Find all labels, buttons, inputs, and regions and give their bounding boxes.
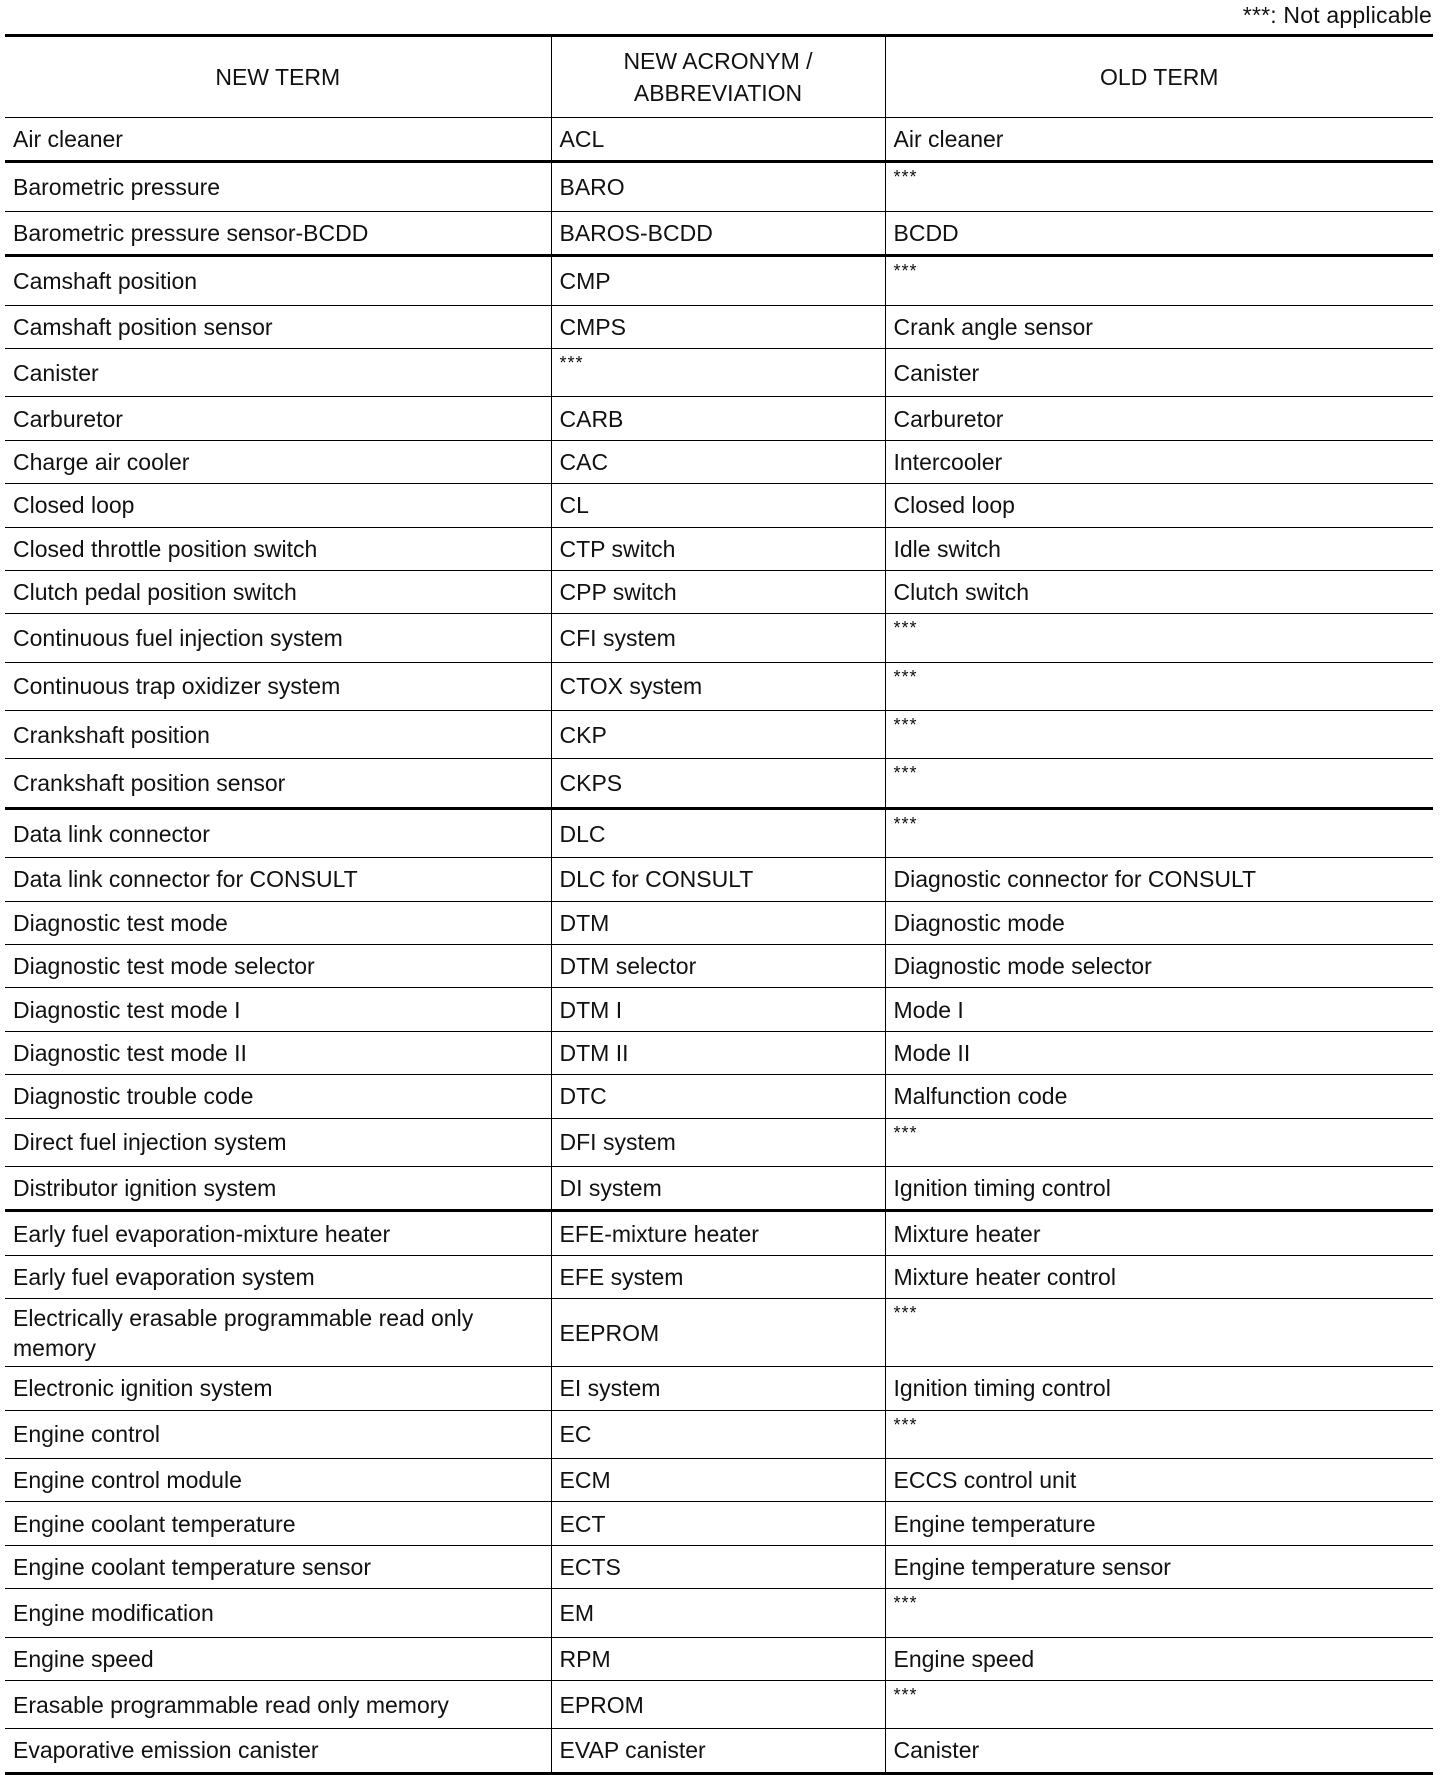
acronym-cell: ECTS xyxy=(551,1545,885,1588)
acronym-cell: CMPS xyxy=(551,305,885,348)
old-term-cell: *** xyxy=(885,614,1433,662)
old-term-cell: *** xyxy=(885,1410,1433,1458)
new-term-cell: Crankshaft position xyxy=(5,711,551,759)
header-new-acronym-line1: NEW ACRONYM / xyxy=(623,48,813,74)
acronym-cell: ACL xyxy=(551,118,885,162)
old-term-cell: Engine temperature xyxy=(885,1502,1433,1545)
acronym-cell: *** xyxy=(551,348,885,396)
old-term-cell: Mixture heater control xyxy=(885,1255,1433,1298)
new-term-cell: Engine modification xyxy=(5,1589,551,1637)
table-row xyxy=(5,118,1433,162)
acronym-cell: EFE-mixture heater xyxy=(551,1211,885,1255)
new-term-cell: Closed throttle position switch xyxy=(5,527,551,570)
new-term-cell: Clutch pedal position switch xyxy=(5,570,551,613)
table-row xyxy=(5,945,1433,988)
table-row xyxy=(5,162,1433,211)
new-term-cell: Electrically erasable programmable read only memory xyxy=(5,1299,551,1367)
acronym-cell: CFI system xyxy=(551,614,885,662)
acronym-cell: CL xyxy=(551,484,885,527)
new-term-cell: Diagnostic test mode selector xyxy=(5,945,551,988)
new-term-cell: Distributor ignition system xyxy=(5,1166,551,1210)
table-row xyxy=(5,256,1433,305)
acronym-cell: CAC xyxy=(551,440,885,483)
new-term-cell: Diagnostic test mode I xyxy=(5,988,551,1031)
table-row xyxy=(5,711,1433,759)
old-term-cell: Canister xyxy=(885,348,1433,396)
new-term-cell: Camshaft position sensor xyxy=(5,305,551,348)
acronym-cell: DFI system xyxy=(551,1118,885,1166)
new-term-cell: Engine control xyxy=(5,1410,551,1458)
table-row xyxy=(5,1299,1433,1367)
table-row xyxy=(5,1255,1433,1298)
table-row xyxy=(5,1075,1433,1118)
table-row xyxy=(5,1729,1433,1773)
acronym-cell: DLC xyxy=(551,808,885,857)
old-term-cell: Mode I xyxy=(885,988,1433,1031)
old-term-cell: *** xyxy=(885,1299,1433,1367)
table-row xyxy=(5,1118,1433,1166)
old-term-cell: Crank angle sensor xyxy=(885,305,1433,348)
old-term-cell: Canister xyxy=(885,1729,1433,1773)
old-term-cell: Ignition timing control xyxy=(885,1166,1433,1210)
table-row xyxy=(5,440,1433,483)
new-term-cell: Diagnostic trouble code xyxy=(5,1075,551,1118)
new-term-cell: Closed loop xyxy=(5,484,551,527)
new-term-cell: Carburetor xyxy=(5,397,551,440)
new-term-cell: Early fuel evaporation-mixture heater xyxy=(5,1211,551,1255)
new-term-cell: Direct fuel injection system xyxy=(5,1118,551,1166)
acronym-cell: DTM selector xyxy=(551,945,885,988)
acronym-cell: CTP switch xyxy=(551,527,885,570)
old-term-cell: Air cleaner xyxy=(885,118,1433,162)
acronym-cell: RPM xyxy=(551,1637,885,1680)
new-term-cell: Canister xyxy=(5,348,551,396)
old-term-cell: Intercooler xyxy=(885,440,1433,483)
acronym-cell: EC xyxy=(551,1410,885,1458)
acronym-cell: ECM xyxy=(551,1458,885,1501)
header-new-acronym-line2: ABBREVIATION xyxy=(633,80,803,106)
acronym-cell: EFE system xyxy=(551,1255,885,1298)
acronym-cell: DLC for CONSULT xyxy=(551,858,885,901)
old-term-cell: Clutch switch xyxy=(885,570,1433,613)
old-term-cell: Diagnostic mode selector xyxy=(885,945,1433,988)
new-term-cell: Evaporative emission canister xyxy=(13,1737,319,1764)
table-row xyxy=(5,484,1433,527)
acronym-cell: DTM I xyxy=(551,988,885,1031)
table-row xyxy=(5,1031,1433,1074)
acronym-cell: EVAP canister xyxy=(551,1729,885,1773)
header-old-term: OLD TERM xyxy=(885,36,1433,118)
table-row xyxy=(5,1458,1433,1501)
acronym-cell: DTM xyxy=(551,901,885,944)
terminology-table xyxy=(5,34,1433,1775)
table-row xyxy=(5,527,1433,570)
new-term-cell: Erasable programmable read only memory xyxy=(5,1680,551,1728)
table-row xyxy=(5,662,1433,710)
old-term-cell: Carburetor xyxy=(885,397,1433,440)
old-term-cell: *** xyxy=(885,711,1433,759)
new-term-cell: Engine coolant temperature xyxy=(5,1502,551,1545)
acronym-cell: CARB xyxy=(551,397,885,440)
acronym-cell: BARO xyxy=(551,162,885,211)
acronym-cell: ECT xyxy=(551,1502,885,1545)
old-term-cell: *** xyxy=(885,1118,1433,1166)
table-row xyxy=(5,1166,1433,1210)
table-row xyxy=(5,901,1433,944)
new-term-cell: Diagnostic test mode II xyxy=(5,1031,551,1074)
table-row xyxy=(5,614,1433,662)
old-term-cell: *** xyxy=(885,162,1433,211)
terminology-table-container xyxy=(5,34,1433,1775)
acronym-cell: CKP xyxy=(551,711,885,759)
not-applicable-note: ***: Not applicable xyxy=(1242,2,1432,28)
old-term-cell: Mode II xyxy=(885,1031,1433,1074)
new-term-cell: Crankshaft position sensor xyxy=(5,759,551,808)
table-row xyxy=(5,1211,1433,1255)
table-row xyxy=(5,1637,1433,1680)
acronym-cell: BAROS-BCDD xyxy=(551,211,885,255)
acronym-cell: EM xyxy=(551,1589,885,1637)
new-term-cell: Data link connector for CONSULT xyxy=(5,858,551,901)
table-row xyxy=(5,1545,1433,1588)
acronym-cell: CKPS xyxy=(551,759,885,808)
new-term-cell: Barometric pressure xyxy=(5,162,551,211)
table-row xyxy=(5,1410,1433,1458)
acronym-cell: EEPROM xyxy=(551,1299,885,1367)
acronym-cell: CTOX system xyxy=(551,662,885,710)
new-term-cell: Electronic ignition system xyxy=(5,1367,551,1410)
table-row xyxy=(5,305,1433,348)
new-term-cell: Engine speed xyxy=(5,1637,551,1680)
acronym-cell: EPROM xyxy=(551,1680,885,1728)
table-row xyxy=(5,988,1433,1031)
table-row xyxy=(5,759,1433,808)
table-row xyxy=(5,1589,1433,1637)
table-row xyxy=(5,570,1433,613)
old-term-cell: *** xyxy=(885,662,1433,710)
table-header-row xyxy=(5,36,1433,118)
new-term-cell: Continuous fuel injection system xyxy=(5,614,551,662)
old-term-cell: *** xyxy=(885,1589,1433,1637)
acronym-cell: DI system xyxy=(551,1166,885,1210)
new-term-cell: Early fuel evaporation system xyxy=(5,1255,551,1298)
table-body xyxy=(5,118,1433,1774)
old-term-cell: Closed loop xyxy=(885,484,1433,527)
old-term-cell: Engine temperature sensor xyxy=(885,1545,1433,1588)
old-term-cell: Malfunction code xyxy=(885,1075,1433,1118)
old-term-cell: BCDD xyxy=(885,211,1433,255)
new-term-cell: Air cleaner xyxy=(5,118,551,162)
acronym-cell: DTM II xyxy=(551,1031,885,1074)
new-term-cell: Engine coolant temperature sensor xyxy=(5,1545,551,1588)
new-term-cell: Camshaft position xyxy=(5,256,551,305)
table-row xyxy=(5,808,1433,857)
old-term-cell: Ignition timing control xyxy=(885,1367,1433,1410)
table-row xyxy=(5,1367,1433,1410)
table-row xyxy=(5,1502,1433,1545)
old-term-cell: *** xyxy=(885,759,1433,808)
old-term-cell: Mixture heater xyxy=(885,1211,1433,1255)
new-term-cell: Continuous trap oxidizer system xyxy=(5,662,551,710)
old-term-cell: *** xyxy=(885,1680,1433,1728)
old-term-cell: *** xyxy=(885,256,1433,305)
old-term-cell: *** xyxy=(885,808,1433,857)
old-term-cell: Idle switch xyxy=(885,527,1433,570)
new-term-cell: Data link connector xyxy=(5,808,551,857)
acronym-cell: CMP xyxy=(551,256,885,305)
new-term-cell: Barometric pressure sensor-BCDD xyxy=(5,211,551,255)
old-term-cell: Diagnostic mode xyxy=(885,901,1433,944)
header-new-term: NEW TERM xyxy=(5,36,551,118)
old-term-cell: Engine speed xyxy=(885,1637,1433,1680)
acronym-cell: EI system xyxy=(551,1367,885,1410)
acronym-cell: CPP switch xyxy=(551,570,885,613)
table-row xyxy=(5,211,1433,255)
new-term-cell: Engine control module xyxy=(5,1458,551,1501)
old-term-cell: ECCS control unit xyxy=(885,1458,1433,1501)
table-row xyxy=(5,348,1433,396)
table-row xyxy=(5,858,1433,901)
acronym-cell: DTC xyxy=(551,1075,885,1118)
new-term-cell: Charge air cooler xyxy=(5,440,551,483)
header-new-acronym xyxy=(551,36,885,118)
table-row xyxy=(5,397,1433,440)
old-term-cell: Diagnostic connector for CONSULT xyxy=(885,858,1433,901)
new-term-cell: Diagnostic test mode xyxy=(5,901,551,944)
